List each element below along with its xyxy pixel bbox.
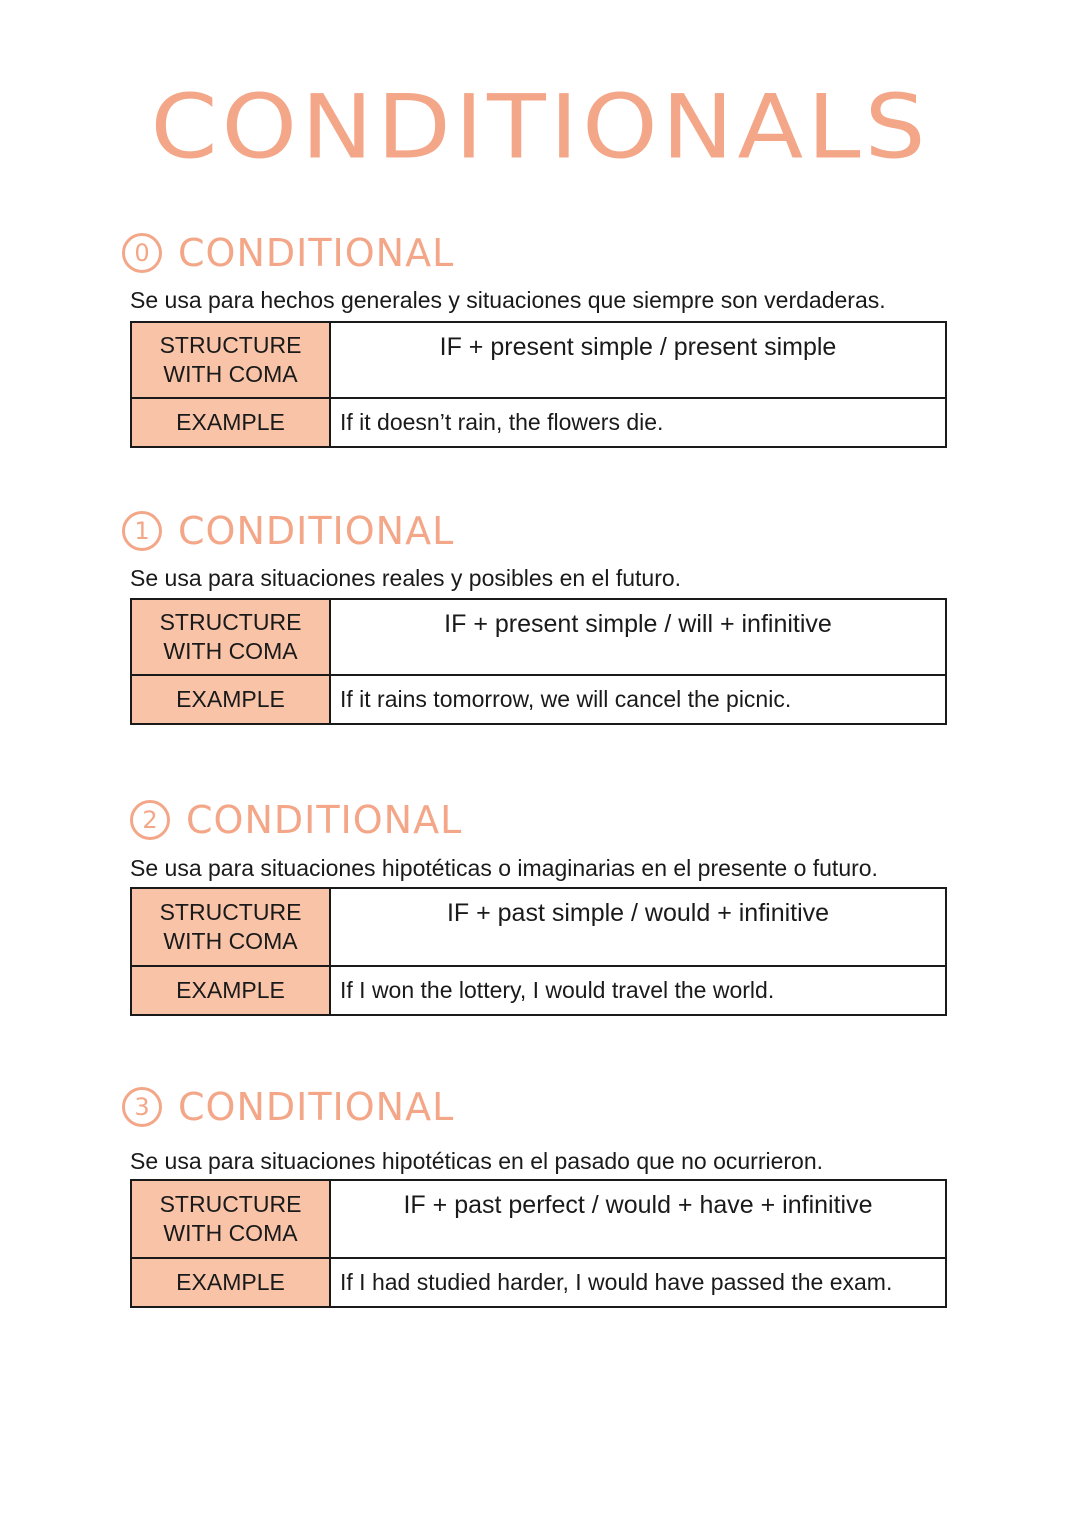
structure-label <box>132 600 331 674</box>
number-circle-icon: 2 <box>130 800 170 840</box>
structure-formula: IF + present simple / present simple <box>439 333 837 361</box>
conditional-table <box>130 1179 947 1308</box>
section-heading <box>122 230 454 276</box>
structure-row <box>132 600 945 676</box>
structure-row <box>132 889 945 967</box>
structure-formula: IF + present simple / will + infinitive <box>444 610 832 638</box>
example-row <box>132 1259 945 1306</box>
number-circle-icon: 0 <box>122 233 162 273</box>
example-sentence: If I had studied harder, I would have passed the exam. <box>340 1269 893 1295</box>
page-title: CONDITIONALS <box>150 75 930 179</box>
section-description: Se usa para hechos generales y situaciones que siempre son verdaderas. <box>130 287 886 313</box>
example-row <box>132 967 945 1014</box>
conditional-table <box>130 598 947 725</box>
section-heading <box>122 508 454 554</box>
section-description: Se usa para situaciones hipotéticas o imaginarias en el presente o futuro. <box>130 855 878 881</box>
section-title-text: CONDITIONAL <box>178 1085 455 1129</box>
example-sentence: If it rains tomorrow, we will cancel the picnic. <box>340 686 792 712</box>
example-label: EXAMPLE <box>132 399 331 446</box>
structure-row <box>132 1181 945 1259</box>
structure-formula: IF + past perfect / would + have + infinitive <box>403 1191 873 1219</box>
structure-label-line1: STRUCTURE <box>159 899 302 925</box>
structure-label <box>132 889 331 965</box>
conditional-table <box>130 887 947 1016</box>
section-description: Se usa para situaciones hipotéticas en el pasado que no ocurrieron. <box>130 1148 824 1174</box>
section-heading <box>130 797 462 843</box>
section-title-text: CONDITIONAL <box>178 231 455 275</box>
structure-label-line2: WITH COMA <box>163 928 298 954</box>
structure-label-line1: STRUCTURE <box>159 332 302 358</box>
example-sentence: If it doesn’t rain, the flowers die. <box>340 409 664 435</box>
example-label: EXAMPLE <box>132 1259 331 1306</box>
section-title <box>178 1084 454 1130</box>
structure-label-line2: WITH COMA <box>163 1220 298 1246</box>
section-heading <box>122 1084 454 1130</box>
structure-label-line1: STRUCTURE <box>159 609 302 635</box>
example-sentence: If I won the lottery, I would travel the world. <box>340 977 775 1003</box>
example-row <box>132 399 945 446</box>
structure-label-line2: WITH COMA <box>163 638 298 664</box>
example-label: EXAMPLE <box>132 676 331 723</box>
structure-label-line2: WITH COMA <box>163 361 298 387</box>
structure-label <box>132 323 331 397</box>
structure-label-line1: STRUCTURE <box>159 1191 302 1217</box>
number-circle-icon: 1 <box>122 511 162 551</box>
section-title <box>178 508 454 554</box>
section-title-text: CONDITIONAL <box>186 798 463 842</box>
section-title <box>178 230 454 276</box>
structure-label <box>132 1181 331 1257</box>
section-title <box>186 797 462 843</box>
example-row <box>132 676 945 723</box>
conditional-table <box>130 321 947 448</box>
section-description: Se usa para situaciones reales y posibles en el futuro. <box>130 565 682 591</box>
structure-row <box>132 323 945 399</box>
number-circle-icon: 3 <box>122 1087 162 1127</box>
section-title-text: CONDITIONAL <box>178 509 455 553</box>
example-label: EXAMPLE <box>132 967 331 1014</box>
structure-formula: IF + past simple / would + infinitive <box>446 899 830 927</box>
